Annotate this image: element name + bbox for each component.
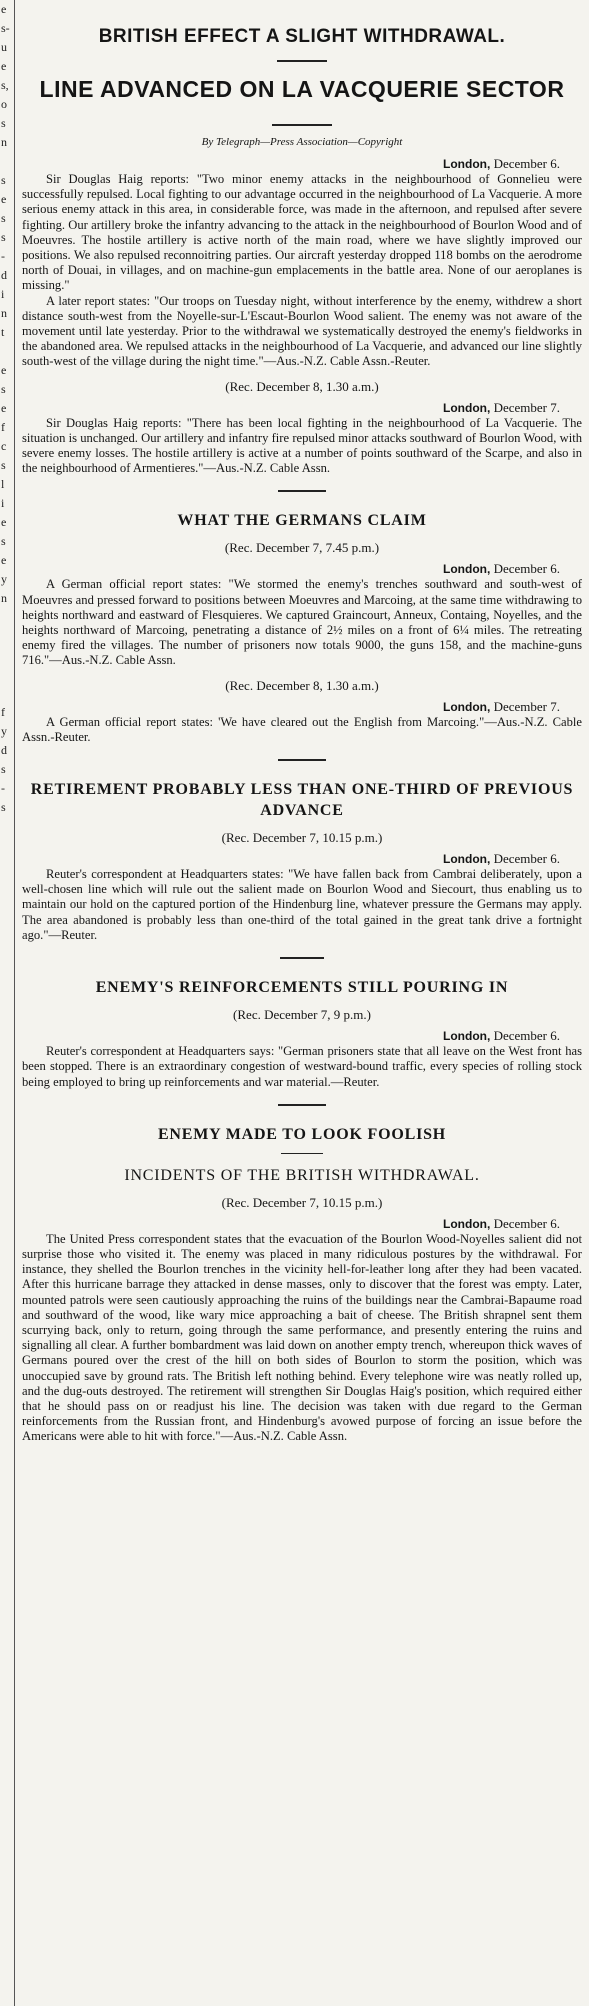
headline: BRITISH EFFECT A SLIGHT WITHDRAWAL.	[98, 26, 506, 47]
gutter-fragment: e	[1, 515, 7, 529]
gutter-fragment: -	[1, 249, 5, 263]
section-divider	[278, 1104, 326, 1106]
gutter-fragment	[0, 627, 14, 646]
gutter-fragment: t	[1, 325, 5, 339]
gutter-fragment	[0, 836, 14, 855]
gutter-fragment: s	[1, 382, 6, 396]
gutter-fragment	[0, 684, 14, 703]
article	[22, 156, 582, 370]
gutter-fragment: d	[1, 268, 7, 282]
received-note: (Rec. December 7, 9 p.m.)	[233, 1007, 371, 1023]
gutter-fragment: n	[1, 306, 7, 320]
dateline	[22, 561, 582, 577]
article	[22, 378, 582, 493]
gutter-fragment: d	[1, 743, 7, 757]
article	[22, 965, 582, 1106]
section-divider	[278, 759, 326, 761]
article	[22, 498, 582, 668]
section-divider	[280, 957, 324, 959]
article-paragraph: A German official report states: 'We have cleared out the English from Marcoing."—Aus.-N.Z. Cable Assn.-Reuter.	[22, 714, 582, 744]
dateline-date: December 7.	[493, 698, 560, 714]
dateline-date: December 6.	[493, 851, 560, 867]
gutter-fragment: e	[1, 59, 7, 73]
gutter-fragment: o	[1, 97, 7, 111]
section-heading: ENEMY'S REINFORCEMENTS STILL POURING IN	[95, 979, 509, 997]
adjacent-column-fragment	[0, 0, 14, 2006]
section-heading: WHAT THE GERMANS CLAIM	[177, 512, 427, 530]
dateline	[22, 1028, 582, 1044]
dateline	[22, 400, 582, 416]
dateline-city: London,	[443, 157, 491, 171]
gutter-fragment: s	[1, 173, 6, 187]
gutter-fragment: e	[1, 401, 7, 415]
dateline	[22, 156, 582, 172]
gutter-fragment: s	[1, 230, 6, 244]
news-column	[22, 0, 582, 2006]
gutter-fragment	[0, 817, 14, 836]
gutter-fragment: e	[1, 2, 7, 16]
received-note: (Rec. December 8, 1.30 a.m.)	[225, 378, 379, 394]
dateline-city: London,	[443, 699, 491, 714]
dateline-date: December 6.	[493, 1028, 560, 1044]
subheadline-rule	[272, 124, 332, 126]
article-paragraph: Reuter's correspondent at Headquarters says: "German prisoners state that all leave on the West front has been stopped. There is an extraordinary congestion of westward-bound traffic, every species of rolling stock being employed to bring up reinforcements and war material.—Reuter.	[22, 1044, 582, 1089]
gutter-fragment	[0, 646, 14, 665]
gutter-fragment: n	[1, 591, 7, 605]
article-paragraph: Sir Douglas Haig reports: "Two minor enemy attacks in the neighbourhood of Gonnelieu were successfully repulsed. Local fighting to our advantage occurred in the neighbourhood of La Vacquerie. A more serious enemy attack in this area, in considerable force, was made in the afternoon, and repulsed after severe fighting. Our artillery broke the infantry advancing to the attack in the neighbourhood of Bourlon Wood and of Moeuvres. The hostile artillery is active north of the main road, where we have slightly improved our positions. We also repulsed reconnoitring parties. Our aircraft yesterday dropped 118 bombs on the aerodrome north of Douai, in villages, and on machine-gun emplacements in the battle area. None of our aeroplanes is missing."	[22, 172, 582, 293]
received-note: (Rec. December 7, 10.15 p.m.)	[221, 830, 383, 846]
section-subheading: INCIDENTS OF THE BRITISH WITHDRAWAL.	[124, 1166, 480, 1184]
received-note: (Rec. December 7, 7.45 p.m.)	[224, 540, 380, 556]
gutter-fragment: l	[1, 477, 5, 491]
gutter-fragment: y	[1, 724, 7, 738]
heading-rule	[281, 1153, 323, 1154]
dateline-city: London,	[443, 1216, 491, 1231]
article-paragraph: The United Press correspondent states that the evacuation of the Bourlon Wood-Noyelles salient did not surprise those who visited it. The enemy was placed in many ridiculous postures by the withdrawal. For instance, they shelled the Bourlon trenches in the vicinity hell-for-leather long after they had been vacated. After this hurricane barrage they attacked in dense masses, only to discover that the forest was empty. Later, mounted patrols were seen cautiously approaching the ruins of the buildings near the Cambrai-Bapaume road and southward of the wood, like wary mice approaching a bait of cheese. The British shrapnel sent them scurrying back, only to return, going through the same performance, and presently entering the ruins and signalling all clear. A further bombardment was laid down on another empty trench, whereupon thick waves of Germans poured over the crest of the hill on both sides of Bourlon to storm the position, which was unoccupied save by ground rats. The British left nothing behind. Every telephone wire was neatly rolled up, and the dug-outs destroyed. The retirement will strengthen Sir Douglas Haig's position, which required either that he should pass on or readjust his line. The decision was taken with due regard to the German reinforcements from the Russian front, and Hindenburg's avowed purpose of forcing an issue before the Americans were able to hit with force."—Aus.-N.Z. Cable Assn.	[22, 1231, 582, 1444]
gutter-fragment: f	[1, 420, 5, 434]
article	[22, 677, 582, 761]
received-note: (Rec. December 8, 1.30 a.m.)	[225, 677, 379, 693]
article-paragraph: A later report states: "Our troops on Tuesday night, without interference by the enemy, withdrew a short distance south-west from the Noyelle-sur-L'Escaut-Bourlon Wood salient. The enemy was not aware of the movement until late yesterday. Prior to the withdrawal we systematically destroyed the enemy's fieldworks in the abandoned area. We repulsed attacks in the neighbourhood of La Vacquerie, and advanced our line slightly south-west of the village during the night time."—Aus.-N.Z. Cable Assn.-Reuter.	[22, 293, 582, 369]
received-note: (Rec. December 7, 10.15 p.m.)	[221, 1194, 383, 1210]
gutter-fragment	[0, 665, 14, 684]
article-paragraph: Sir Douglas Haig reports: "There has been local fighting in the neighbourhood of La Vacquerie. The situation is unchanged. Our artillery and infantry fire repulsed minor attacks southward of Bourlon Wood, with severe enemy losses. The hostile artillery is active at a number of points southward of the Scarpe, and also in the neighbourhood of Armentieres."—Aus.-N.Z. Cable Assn.	[22, 415, 582, 476]
gutter-fragment: s	[1, 800, 6, 814]
gutter-fragment: -	[1, 781, 5, 795]
gutter-fragment: e	[1, 363, 7, 377]
gutter-fragment: n	[1, 135, 7, 149]
dateline-date: December 7.	[493, 399, 560, 415]
gutter-fragment	[0, 152, 14, 171]
gutter-fragment: u	[1, 40, 7, 54]
dateline-city: London,	[443, 400, 491, 415]
gutter-fragment: s	[1, 762, 6, 776]
dateline-date: December 6.	[493, 561, 560, 577]
gutter-fragment: s	[1, 211, 6, 225]
dateline	[22, 699, 582, 715]
dateline-date: December 6.	[493, 156, 560, 171]
gutter-fragment: s,	[1, 78, 9, 92]
dateline-city: London,	[443, 562, 491, 577]
gutter-fragment	[0, 608, 14, 627]
article	[22, 1112, 582, 1445]
gutter-fragment: s	[1, 116, 6, 130]
dateline	[22, 1216, 582, 1232]
gutter-fragment: s	[1, 458, 6, 472]
section-heading: RETIREMENT PROBABLY LESS THAN ONE-THIRD OF PREVIOUS ADVANCE	[30, 781, 574, 820]
article-paragraph: Reuter's correspondent at Headquarters states: "We have fallen back from Cambrai deliberately, upon a well-chosen line which will rule out the salient made on Bourlon Wood and Siecourt, thus enabling us to maintain our hold on the captured portion of the Hindenburg line, whatever pressure the Germans may apply. The area abandoned is probably less than one-third of the total gained in the great tank drive a fortnight ago."—Reuter.	[22, 867, 582, 942]
dateline-city: London,	[443, 852, 491, 867]
gutter-fragment: i	[1, 496, 5, 510]
column-divider	[14, 0, 15, 2006]
gutter-fragment: s	[1, 534, 6, 548]
gutter-fragment: c	[1, 439, 7, 453]
gutter-fragment: y	[1, 572, 7, 586]
gutter-fragment: f	[1, 705, 5, 719]
dateline-city: London,	[443, 1029, 491, 1044]
gutter-fragment: i	[1, 287, 5, 301]
dateline-date: December 6.	[493, 1215, 560, 1231]
section-heading: ENEMY MADE TO LOOK FOOLISH	[157, 1125, 447, 1143]
gutter-fragment: e	[1, 553, 7, 567]
gutter-fragment: s-	[1, 21, 10, 35]
article-paragraph: A German official report states: "We stormed the enemy's trenches southward and south-west of Moeuvres and pressed forward to positions between Moeuvres and Marcoing, at the same time withdrawing to heights northward and eastward of Flesquieres. We captured Graincourt, Anneux, Containg, Noyelles, and the heights northward of Marcoing, penetrating a distance of 2½ miles on a front of 6¼ miles. The retreating enemy fired the villages. The number of prisoners now totals 9000, the guns 158, and the machine-guns 716."—Aus.-N.Z. Cable Assn.	[22, 577, 582, 668]
byline: By Telegraph—Press Association—Copyright	[201, 136, 403, 148]
gutter-fragment: e	[1, 192, 7, 206]
section-divider	[278, 490, 326, 492]
dateline	[22, 851, 582, 867]
gutter-fragment	[0, 342, 14, 361]
subheadline: LINE ADVANCED ON LA VACQUERIE SECTOR	[39, 76, 565, 102]
article	[22, 767, 582, 959]
articles-container	[22, 156, 582, 1445]
